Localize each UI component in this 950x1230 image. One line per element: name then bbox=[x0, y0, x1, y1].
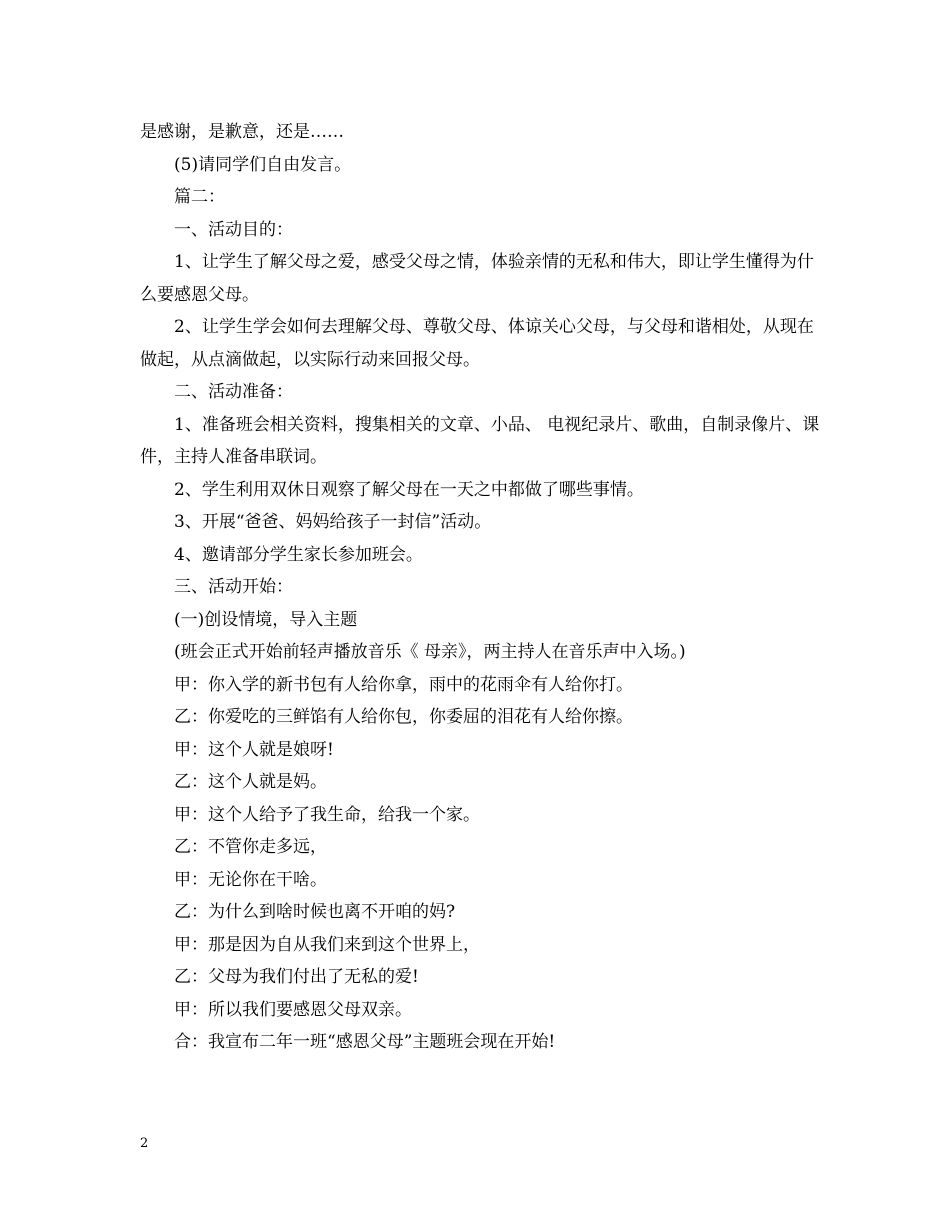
dialogue-line: 甲：这个人给予了我生命，给我一个家。 bbox=[174, 804, 480, 825]
section-heading: 篇二： bbox=[174, 187, 225, 207]
dialogue-line: 乙：不管你走多远， bbox=[174, 837, 327, 857]
paragraph: 是感谢，是歉意，还是…… bbox=[140, 122, 344, 142]
dialogue-line: 甲：所以我们要感恩父母双亲。 bbox=[174, 999, 412, 1020]
paragraph: 2、让学生学会如何去理解父母、尊敬父母、体谅关心父母，与父母和谐相处，从现在做起，从点滴做起，以实际行动来回报父母。 bbox=[140, 317, 814, 370]
dialogue-line: 甲：无论你在干啥。 bbox=[174, 869, 327, 890]
paragraph: 1、准备班会相关资料，搜集相关的文章、小品、 电视纪录片、歌曲，自制录像片、课件，主持人准备串联词。 bbox=[140, 414, 820, 467]
paragraph: 1、让学生了解父母之爱，感受父母之情，体验亲情的无私和伟大，即让学生懂得为什么要感恩父母。 bbox=[140, 252, 814, 305]
section-heading: 一、活动目的： bbox=[174, 219, 293, 240]
paragraph: 3、开展“爸爸、妈妈给孩子一封信”活动。 bbox=[174, 512, 492, 532]
dialogue-line: 乙：这个人就是妈。 bbox=[174, 772, 327, 792]
dialogue-line: 乙：父母为我们付出了无私的爱! bbox=[174, 967, 419, 987]
paragraph: 4、邀请部分学生家长参加班会。 bbox=[174, 544, 423, 565]
stage-direction: (班会正式开始前轻声播放音乐《 母亲》，两主持人在音乐声中入场。) bbox=[174, 642, 686, 662]
page-number: 2 bbox=[140, 1136, 149, 1151]
dialogue-line: 乙：为什么到啥时候也离不开咱的妈? bbox=[174, 902, 456, 922]
section-heading: 二、活动准备： bbox=[174, 382, 293, 402]
paragraph: (5)请同学们自由发言。 bbox=[174, 154, 352, 175]
dialogue-line: 乙：你爱吃的三鲜馅有人给你包，你委屈的泪花有人给你擦。 bbox=[174, 707, 633, 727]
paragraph: 2、学生利用双休日观察了解父母在一天之中都做了哪些事情。 bbox=[174, 479, 644, 500]
dialogue-line: 甲：那是因为自从我们来到这个世界上， bbox=[174, 934, 480, 955]
dialogue-line: 合：我宣布二年一班“感恩父母”主题班会现在开始! bbox=[174, 1032, 556, 1052]
dialogue-line: 甲：你入学的新书包有人给你拿，雨中的花雨伞有人给你打。 bbox=[174, 674, 633, 695]
subsection-heading: (一)创设情境，导入主题 bbox=[174, 609, 358, 630]
document-body bbox=[140, 116, 830, 1059]
dialogue-line: 甲：这个人就是娘呀! bbox=[174, 739, 334, 760]
section-heading: 三、活动开始： bbox=[174, 577, 293, 597]
